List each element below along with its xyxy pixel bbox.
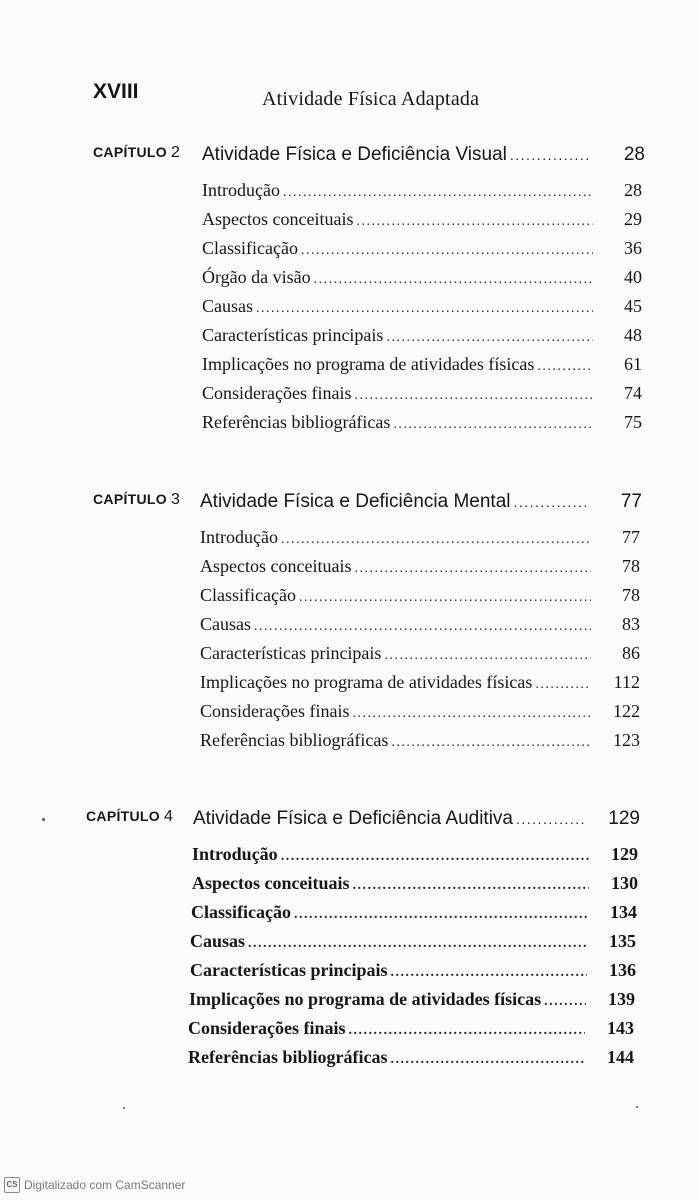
dot-leader <box>314 272 593 288</box>
chapter-title-row <box>202 144 645 166</box>
chapter-label <box>93 144 180 162</box>
chapter-title: Atividade Física e Deficiência Mental <box>200 491 511 512</box>
toc-entry <box>202 325 642 346</box>
dot-leader <box>254 619 591 635</box>
running-title: Atividade Física Adaptada <box>262 88 480 110</box>
dot-leader <box>352 706 591 722</box>
entry-page: 112 <box>613 672 640 692</box>
toc-entry <box>200 585 640 606</box>
entry-text: Aspectos conceituais <box>192 873 350 893</box>
entry-text: Referências bibliográficas <box>188 1047 388 1067</box>
chapter-number: 3 <box>170 491 181 508</box>
entry-page: 144 <box>607 1047 634 1067</box>
entry-page: 28 <box>624 180 642 200</box>
dot-leader <box>510 147 591 163</box>
entry-page: 78 <box>622 556 640 576</box>
entry-page: 143 <box>607 1018 634 1038</box>
chapter-page: 129 <box>608 808 640 829</box>
chapter-label <box>86 808 173 826</box>
toc-entry <box>202 267 642 288</box>
scan-watermark-text: Digitalizado com CamScanner <box>24 1178 186 1192</box>
toc-entry <box>200 730 640 751</box>
dot-leader <box>535 677 591 693</box>
page-header <box>0 78 699 118</box>
entry-text: Causas <box>202 296 253 316</box>
chapter-title-row <box>200 491 642 513</box>
entry-page: 86 <box>622 643 640 663</box>
entry-page: 130 <box>611 873 638 893</box>
dot-leader <box>248 936 587 952</box>
entry-text: Características principais <box>200 643 382 663</box>
toc-entry <box>190 931 636 952</box>
page-number: XVIII <box>93 80 139 103</box>
chapter-number: 2 <box>170 144 181 161</box>
dot-leader <box>301 243 593 259</box>
chapter-title-row <box>193 808 640 830</box>
toc-entry <box>192 844 638 865</box>
scan-speck <box>42 818 45 821</box>
dot-leader <box>384 648 591 664</box>
toc-entry <box>200 643 640 664</box>
dot-leader <box>294 907 588 923</box>
entry-text: Causas <box>190 931 246 951</box>
entry-page: 78 <box>622 585 640 605</box>
dot-leader <box>349 1023 586 1039</box>
toc-entry <box>202 180 642 201</box>
entry-text: Características principais <box>202 325 384 345</box>
entry-text: Implicações no programa de atividades físicas <box>202 354 535 374</box>
entry-page: 135 <box>609 931 636 951</box>
toc-entry <box>202 296 642 317</box>
entry-text: Referências bibliográficas <box>202 412 391 432</box>
entry-text: Aspectos conceituais <box>202 209 354 229</box>
entry-page: 139 <box>608 989 635 1009</box>
entry-page: 40 <box>624 267 642 287</box>
dot-leader <box>281 849 589 865</box>
toc-entry <box>202 383 642 404</box>
entry-page: 48 <box>624 325 642 345</box>
entry-text: Implicações no programa de atividades físicas <box>189 989 542 1009</box>
entry-text: Classificação <box>191 902 291 922</box>
toc-entry <box>191 902 637 923</box>
entry-text: Referências bibliográficas <box>200 730 389 750</box>
entry-text: Introdução <box>200 527 278 547</box>
toc-entry <box>200 701 640 722</box>
entry-text: Considerações finais <box>188 1018 346 1038</box>
dot-leader <box>393 417 593 433</box>
entry-page: 61 <box>624 354 642 374</box>
toc-entry <box>188 1018 634 1039</box>
chapter-number: 4 <box>163 808 174 825</box>
entry-page: 74 <box>624 383 642 403</box>
scan-watermark <box>4 1176 185 1194</box>
dot-leader <box>256 301 593 317</box>
dot-leader <box>513 494 588 510</box>
entry-page: 77 <box>622 527 640 547</box>
entry-page: 122 <box>613 701 640 721</box>
entry-text: Causas <box>200 614 251 634</box>
entry-text: Aspectos conceituais <box>200 556 352 576</box>
toc-entry <box>200 527 640 548</box>
entry-text: Considerações finais <box>202 383 352 403</box>
entry-text: Considerações finais <box>200 701 350 721</box>
toc-entry <box>200 672 640 693</box>
entry-page: 45 <box>624 296 642 316</box>
chapter-page: 28 <box>623 144 645 165</box>
dot-leader <box>516 811 586 827</box>
dot-leader <box>299 590 591 606</box>
entry-text: Órgão da visão <box>202 267 311 287</box>
chapter-page: 77 <box>620 491 642 512</box>
toc-entry <box>202 354 642 375</box>
dot-leader <box>386 330 593 346</box>
entry-page: 75 <box>624 412 642 432</box>
dot-leader <box>544 994 586 1010</box>
chapter-label-text: CAPÍTULO <box>93 144 167 160</box>
dot-leader <box>390 1052 585 1068</box>
entry-text: Classificação <box>200 585 296 605</box>
entry-page: 83 <box>622 614 640 634</box>
toc-entry <box>202 238 642 259</box>
entry-text: Introdução <box>202 180 280 200</box>
toc-entry <box>192 873 638 894</box>
chapter-label <box>93 491 180 509</box>
chapter-title: Atividade Física e Deficiência Visual <box>202 144 507 165</box>
toc-entry <box>202 412 642 433</box>
entry-page: 36 <box>624 238 642 258</box>
dot-leader <box>354 561 591 577</box>
entry-page: 134 <box>610 902 637 922</box>
scan-speck <box>636 1106 638 1108</box>
entry-text: Introdução <box>192 844 278 864</box>
entry-page: 29 <box>624 209 642 229</box>
chapter-title: Atividade Física e Deficiência Auditiva <box>193 808 513 829</box>
toc-entry <box>200 614 640 635</box>
dot-leader <box>356 214 593 230</box>
entry-page: 129 <box>611 844 638 864</box>
toc-entry <box>202 209 642 230</box>
toc-entry <box>190 960 636 981</box>
dot-leader <box>391 735 591 751</box>
toc-entry <box>189 989 635 1010</box>
dot-leader <box>354 388 593 404</box>
entry-text: Características principais <box>190 960 388 980</box>
dot-leader <box>283 185 593 201</box>
dot-leader <box>281 532 591 548</box>
entry-text: Classificação <box>202 238 298 258</box>
scan-speck <box>123 1107 125 1109</box>
chapter-label-text: CAPÍTULO <box>86 808 160 824</box>
camscanner-logo-icon: CS <box>4 1177 20 1193</box>
dot-leader <box>537 359 593 375</box>
toc-entry <box>188 1047 634 1068</box>
entry-text: Implicações no programa de atividades físicas <box>200 672 533 692</box>
chapter-label-text: CAPÍTULO <box>93 491 167 507</box>
dot-leader <box>352 878 589 894</box>
entry-page: 136 <box>609 960 636 980</box>
entry-page: 123 <box>613 730 640 750</box>
toc-entry <box>200 556 640 577</box>
dot-leader <box>390 965 587 981</box>
